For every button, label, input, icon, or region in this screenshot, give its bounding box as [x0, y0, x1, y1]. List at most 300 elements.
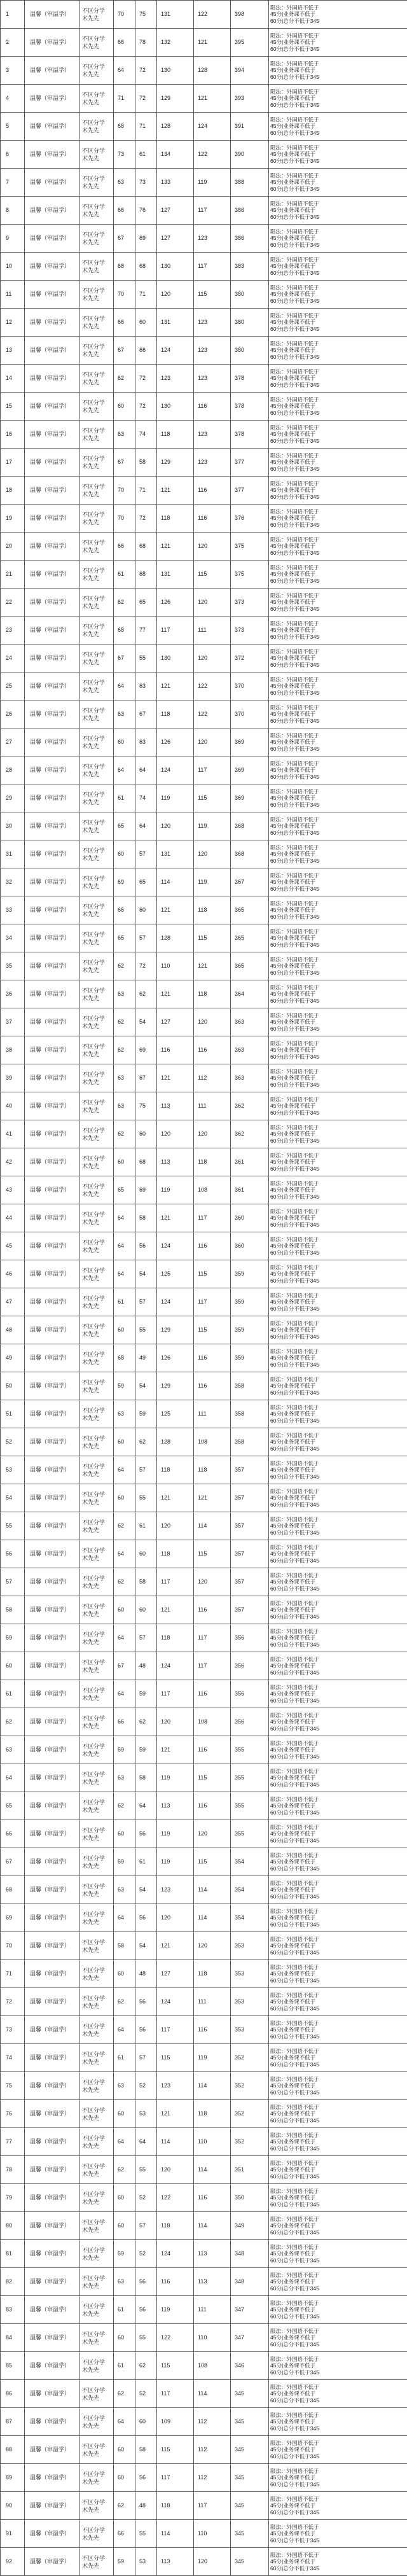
table-row [1, 1456, 407, 1484]
category-line-2: 术先先 [82, 742, 111, 750]
remark-line-2: 45分|业务课不低于 [270, 907, 406, 914]
category-line-2: 术先先 [82, 1274, 111, 1282]
remark-line-2: 45分|业务课不低于 [270, 2530, 406, 2537]
category-cell [79, 113, 114, 141]
category-cell [79, 1932, 114, 1960]
score-3: 113 [157, 2548, 194, 2576]
remark-line-1: 限法：外国语不低于 [270, 2020, 406, 2027]
remark-cell [269, 1624, 407, 1652]
remark-cell [269, 2184, 407, 2212]
remark-cell [269, 2240, 407, 2268]
row-index: 19 [1, 505, 25, 533]
score-2: 54 [135, 1008, 157, 1036]
score-4: 117 [194, 1288, 231, 1316]
table-row [1, 1680, 407, 1708]
category-cell [79, 449, 114, 477]
total-score: 351 [231, 2156, 269, 2184]
score-3: 122 [157, 2184, 194, 2212]
remark-line-2: 45分|业务课不低于 [270, 347, 406, 354]
category-line-1: 不区分学 [82, 1687, 111, 1694]
score-1: 62 [114, 588, 135, 616]
category-line-1: 不区分学 [82, 2498, 111, 2506]
remark-line-3: 60分|总分不低于345 [270, 1110, 406, 1117]
score-2: 53 [135, 2548, 157, 2576]
row-index: 8 [1, 197, 25, 225]
candidate-name: 温馨（审温学） [25, 2156, 79, 2184]
remark-cell [269, 2016, 407, 2044]
table-row [1, 2184, 407, 2212]
remark-line-1: 限法：外国语不低于 [270, 2132, 406, 2139]
remark-line-3: 60分|总分不低于345 [270, 1809, 406, 1816]
category-line-2: 术先先 [82, 2366, 111, 2374]
category-line-1: 不区分学 [82, 959, 111, 966]
category-line-1: 不区分学 [82, 791, 111, 798]
remark-line-2: 45分|业务课不低于 [270, 1802, 406, 1809]
score-2: 72 [135, 393, 157, 421]
score-2: 77 [135, 616, 157, 644]
table-row [1, 1512, 407, 1540]
category-line-2: 术先先 [82, 239, 111, 246]
table-row [1, 1932, 407, 1960]
score-2: 75 [135, 1, 157, 29]
candidate-name: 温馨（审温学） [25, 1120, 79, 1148]
table-row [1, 952, 407, 980]
remark-cell [269, 309, 407, 337]
score-4: 115 [194, 281, 231, 309]
remark-line-2: 45分|业务课不低于 [270, 991, 406, 998]
table-row [1, 2044, 407, 2072]
score-2: 53 [135, 2100, 157, 2128]
category-cell [79, 169, 114, 197]
score-2: 55 [135, 1316, 157, 1344]
remark-line-1: 限法：外国语不低于 [270, 1712, 406, 1719]
category-line-2: 术先先 [82, 1526, 111, 1534]
table-row [1, 309, 407, 337]
category-line-2: 术先先 [82, 1106, 111, 1114]
remark-line-2: 45分|业务课不低于 [270, 375, 406, 382]
category-line-2: 术先先 [82, 435, 111, 442]
remark-line-1: 限法：外国语不低于 [270, 1292, 406, 1299]
remark-line-3: 60分|总分不低于345 [270, 494, 406, 501]
remark-line-3: 60分|总分不低于345 [270, 1893, 406, 1900]
category-line-1: 不区分学 [82, 287, 111, 295]
remark-cell [269, 2072, 407, 2100]
remark-line-3: 60分|总分不低于345 [270, 1865, 406, 1872]
remark-line-1: 限法：外国语不低于 [270, 872, 406, 879]
category-line-2: 术先先 [82, 407, 111, 414]
category-line-1: 不区分学 [82, 35, 111, 43]
score-2: 68 [135, 253, 157, 281]
score-2: 71 [135, 113, 157, 141]
table-row [1, 1092, 407, 1120]
category-line-2: 术先先 [82, 770, 111, 778]
remark-line-3: 60分|总分不低于345 [270, 1473, 406, 1480]
category-line-2: 术先先 [82, 2058, 111, 2066]
score-4: 120 [194, 588, 231, 616]
score-2: 48 [135, 1960, 157, 1988]
total-score: 352 [231, 2128, 269, 2156]
score-3: 132 [157, 29, 194, 57]
score-1: 61 [114, 2296, 135, 2324]
score-1: 62 [114, 2492, 135, 2520]
table-row [1, 2324, 407, 2352]
table-row [1, 477, 407, 505]
total-score: 359 [231, 1316, 269, 1344]
score-4: 113 [194, 2268, 231, 2296]
row-index: 79 [1, 2184, 25, 2212]
candidate-name: 温馨（审温学） [25, 1568, 79, 1596]
remark-line-3: 60分|总分不低于345 [270, 2397, 406, 2404]
score-2: 64 [135, 1792, 157, 1820]
score-3: 121 [157, 1484, 194, 1512]
category-cell [79, 1792, 114, 1820]
score-4: 115 [194, 924, 231, 952]
remark-line-2: 45分|业务课不低于 [270, 235, 406, 242]
category-cell [79, 588, 114, 616]
category-line-1: 不区分学 [82, 2218, 111, 2226]
score-2: 52 [135, 2184, 157, 2212]
score-1: 63 [114, 2268, 135, 2296]
remark-line-3: 60分|总分不低于345 [270, 858, 406, 865]
remark-cell [269, 2100, 407, 2128]
category-line-1: 不区分学 [82, 259, 111, 267]
category-cell [79, 365, 114, 393]
category-line-2: 术先先 [82, 2534, 111, 2542]
category-cell [79, 393, 114, 421]
remark-cell [269, 365, 407, 393]
row-index: 6 [1, 141, 25, 169]
candidate-name: 温馨（审温学） [25, 1456, 79, 1484]
remark-line-2: 45分|业务课不低于 [270, 1970, 406, 1977]
category-cell [79, 1904, 114, 1932]
score-4: 112 [194, 2436, 231, 2464]
score-4: 108 [194, 1708, 231, 1736]
category-line-2: 术先先 [82, 2198, 111, 2206]
score-1: 64 [114, 1904, 135, 1932]
score-2: 62 [135, 980, 157, 1008]
remark-cell [269, 1680, 407, 1708]
score-4: 111 [194, 1400, 231, 1428]
score-4: 115 [194, 1764, 231, 1792]
score-3: 118 [157, 700, 194, 728]
category-line-2: 术先先 [82, 2338, 111, 2346]
candidate-name: 温馨（审温学） [25, 1008, 79, 1036]
candidate-name: 温馨（审温学） [25, 29, 79, 57]
category-cell [79, 1, 114, 29]
score-3: 131 [157, 1, 194, 29]
total-score: 348 [231, 2268, 269, 2296]
table-row [1, 2016, 407, 2044]
candidate-name: 温馨（审温学） [25, 1232, 79, 1260]
category-cell [79, 225, 114, 253]
score-4: 117 [194, 197, 231, 225]
score-1: 60 [114, 728, 135, 756]
remark-line-1: 限法：外国语不低于 [270, 1012, 406, 1019]
category-line-1: 不区分学 [82, 1463, 111, 1470]
score-4: 108 [194, 1176, 231, 1204]
remark-line-3: 60分|总分不低于345 [270, 606, 406, 613]
remark-line-2: 45分|业务课不低于 [270, 11, 406, 18]
row-index: 10 [1, 253, 25, 281]
remark-cell [269, 477, 407, 505]
score-4: 111 [194, 1988, 231, 2016]
remark-cell [269, 1428, 407, 1456]
score-1: 58 [114, 1932, 135, 1960]
remark-line-1: 限法：外国语不低于 [270, 4, 406, 11]
remark-line-1: 限法：外国语不低于 [270, 1208, 406, 1215]
remark-line-1: 限法：外国语不低于 [270, 2328, 406, 2335]
total-score: 358 [231, 1428, 269, 1456]
score-1: 69 [114, 868, 135, 896]
remark-line-1: 限法：外国语不低于 [270, 2552, 406, 2559]
total-score: 355 [231, 1792, 269, 1820]
score-1: 60 [114, 393, 135, 421]
category-cell [79, 1568, 114, 1596]
remark-line-2: 45分|业务课不低于 [270, 459, 406, 466]
remark-line-3: 60分|总分不低于345 [270, 214, 406, 221]
score-1: 66 [114, 309, 135, 337]
score-2: 63 [135, 672, 157, 700]
remark-line-3: 60分|总分不低于345 [270, 1529, 406, 1536]
score-1: 62 [114, 1512, 135, 1540]
table-row [1, 1960, 407, 1988]
score-3: 118 [157, 1540, 194, 1568]
score-3: 130 [157, 253, 194, 281]
row-index: 47 [1, 1288, 25, 1316]
category-line-1: 不区分学 [82, 819, 111, 826]
candidate-name: 温馨（审温学） [25, 2492, 79, 2520]
remark-line-3: 60分|总分不低于345 [270, 270, 406, 277]
remark-line-1: 限法：外国语不低于 [270, 2244, 406, 2251]
candidate-name: 温馨（审温学） [25, 588, 79, 616]
remark-line-2: 45分|业务课不低于 [270, 795, 406, 802]
table-row [1, 1344, 407, 1372]
remark-line-2: 45分|业务课不低于 [270, 487, 406, 494]
row-index: 24 [1, 644, 25, 672]
category-line-2: 术先先 [82, 1218, 111, 1226]
row-index: 12 [1, 309, 25, 337]
score-2: 60 [135, 309, 157, 337]
category-line-2: 术先先 [82, 267, 111, 274]
score-4: 111 [194, 1092, 231, 1120]
score-1: 68 [114, 616, 135, 644]
category-line-1: 不区分学 [82, 1323, 111, 1330]
candidate-name: 温馨（审温学） [25, 533, 79, 560]
score-1: 68 [114, 1344, 135, 1372]
category-cell [79, 1820, 114, 1848]
category-line-1: 不区分学 [82, 399, 111, 407]
score-3: 117 [157, 2464, 194, 2492]
score-1: 66 [114, 896, 135, 924]
row-index: 75 [1, 2072, 25, 2100]
remark-line-1: 限法：外国语不低于 [270, 1964, 406, 1971]
score-4: 120 [194, 533, 231, 560]
category-cell [79, 1064, 114, 1092]
total-score: 369 [231, 784, 269, 812]
remark-line-2: 45分|业务课不低于 [270, 879, 406, 886]
table-row [1, 449, 407, 477]
row-index: 85 [1, 2352, 25, 2380]
score-4: 120 [194, 2548, 231, 2576]
total-score: 354 [231, 1904, 269, 1932]
score-1: 61 [114, 2352, 135, 2380]
category-cell [79, 2408, 114, 2436]
remark-line-1: 限法：外国语不低于 [270, 816, 406, 823]
score-1: 60 [114, 1820, 135, 1848]
remark-cell [269, 1848, 407, 1876]
remark-line-1: 限法：外国语不低于 [270, 2524, 406, 2531]
score-3: 109 [157, 2408, 194, 2436]
score-4: 119 [194, 169, 231, 197]
remark-line-3: 60分|总分不低于345 [270, 102, 406, 109]
remark-cell [269, 1036, 407, 1064]
table-row [1, 1708, 407, 1736]
score-1: 70 [114, 505, 135, 533]
score-2: 71 [135, 477, 157, 505]
remark-cell [269, 85, 407, 113]
category-cell [79, 1876, 114, 1904]
score-1: 62 [114, 2156, 135, 2184]
score-3: 118 [157, 421, 194, 449]
row-index: 5 [1, 113, 25, 141]
score-2: 65 [135, 588, 157, 616]
remark-cell [269, 1, 407, 29]
remark-line-1: 限法：外国语不低于 [270, 1236, 406, 1243]
score-2: 54 [135, 1932, 157, 1960]
row-index: 18 [1, 477, 25, 505]
category-line-1: 不区分学 [82, 1379, 111, 1386]
total-score: 368 [231, 812, 269, 840]
remark-line-1: 限法：外国语不低于 [270, 508, 406, 515]
remark-line-2: 45分|业务课不低于 [270, 1354, 406, 1361]
table-row [1, 2100, 407, 2128]
total-score: 376 [231, 505, 269, 533]
score-3: 117 [157, 2016, 194, 2044]
remark-line-1: 限法：外国语不低于 [270, 1180, 406, 1187]
score-1: 63 [114, 1400, 135, 1428]
category-line-2: 术先先 [82, 1582, 111, 1590]
category-line-1: 不区分学 [82, 1351, 111, 1358]
row-index: 55 [1, 1512, 25, 1540]
category-cell [79, 2296, 114, 2324]
table-row [1, 1596, 407, 1624]
score-2: 56 [135, 2296, 157, 2324]
category-line-2: 术先先 [82, 379, 111, 386]
total-score: 365 [231, 924, 269, 952]
score-3: 130 [157, 57, 194, 85]
row-index: 46 [1, 1260, 25, 1288]
score-2: 57 [135, 2212, 157, 2240]
remark-cell [269, 896, 407, 924]
remark-line-2: 45分|业务课不低于 [270, 711, 406, 718]
score-2: 56 [135, 1988, 157, 2016]
remark-line-3: 60分|总分不低于345 [270, 2089, 406, 2096]
category-line-2: 术先先 [82, 1778, 111, 1786]
candidate-name: 温馨（审温学） [25, 1176, 79, 1204]
category-cell [79, 1344, 114, 1372]
table-row [1, 1876, 407, 1904]
category-line-2: 术先先 [82, 910, 111, 918]
score-4: 116 [194, 1680, 231, 1708]
row-index: 31 [1, 840, 25, 868]
table-row [1, 505, 407, 533]
remark-line-1: 限法：外国语不低于 [270, 1908, 406, 1915]
table-row [1, 253, 407, 281]
table-row [1, 57, 407, 85]
category-line-2: 术先先 [82, 1806, 111, 1814]
table-row [1, 2296, 407, 2324]
row-index: 68 [1, 1876, 25, 1904]
candidate-name: 温馨（审温学） [25, 1652, 79, 1680]
score-2: 56 [135, 1904, 157, 1932]
total-score: 386 [231, 197, 269, 225]
category-line-2: 术先先 [82, 2030, 111, 2038]
remark-cell [269, 616, 407, 644]
remark-cell [269, 1904, 407, 1932]
score-1: 62 [114, 1120, 135, 1148]
category-line-2: 术先先 [82, 798, 111, 806]
remark-line-1: 限法：外国语不低于 [270, 2160, 406, 2167]
candidate-name: 温馨（审温学） [25, 1036, 79, 1064]
score-3: 124 [157, 1988, 194, 2016]
category-line-2: 术先先 [82, 2254, 111, 2262]
score-1: 60 [114, 840, 135, 868]
score-2: 74 [135, 784, 157, 812]
table-row [1, 1008, 407, 1036]
candidate-name: 温馨（审温学） [25, 309, 79, 337]
score-4: 120 [194, 1932, 231, 1960]
table-row [1, 784, 407, 812]
total-score: 358 [231, 1372, 269, 1400]
score-2: 72 [135, 57, 157, 85]
score-4: 117 [194, 1652, 231, 1680]
candidate-name: 温馨（审温学） [25, 896, 79, 924]
score-1: 64 [114, 57, 135, 85]
score-3: 125 [157, 1260, 194, 1288]
category-cell [79, 533, 114, 560]
total-score: 398 [231, 1, 269, 29]
remark-cell [269, 1876, 407, 1904]
candidate-name: 温馨（审温学） [25, 449, 79, 477]
category-line-1: 不区分学 [82, 1043, 111, 1050]
row-index: 43 [1, 1176, 25, 1204]
candidate-name: 温馨（审温学） [25, 1540, 79, 1568]
score-3: 120 [157, 812, 194, 840]
candidate-name: 温馨（审温学） [25, 281, 79, 309]
remark-line-3: 60分|总分不低于345 [270, 1333, 406, 1340]
remark-line-3: 60分|总分不低于345 [270, 1669, 406, 1676]
score-2: 55 [135, 2520, 157, 2548]
total-score: 361 [231, 1176, 269, 1204]
score-1: 63 [114, 980, 135, 1008]
row-index: 90 [1, 2492, 25, 2520]
score-4: 108 [194, 2352, 231, 2380]
category-line-2: 术先先 [82, 2142, 111, 2150]
category-cell [79, 1988, 114, 2016]
category-line-2: 术先先 [82, 1246, 111, 1254]
score-1: 67 [114, 225, 135, 253]
table-row [1, 197, 407, 225]
row-index: 72 [1, 1988, 25, 2016]
remark-line-1: 限法：外国语不低于 [270, 1096, 406, 1103]
remark-line-2: 45分|业务课不低于 [270, 2166, 406, 2173]
remark-line-3: 60分|总分不低于345 [270, 1501, 406, 1508]
category-line-2: 术先先 [82, 1022, 111, 1030]
category-line-1: 不区分学 [82, 427, 111, 435]
category-cell [79, 2268, 114, 2296]
remark-line-2: 45分|业务课不低于 [270, 1634, 406, 1641]
category-cell [79, 2380, 114, 2408]
